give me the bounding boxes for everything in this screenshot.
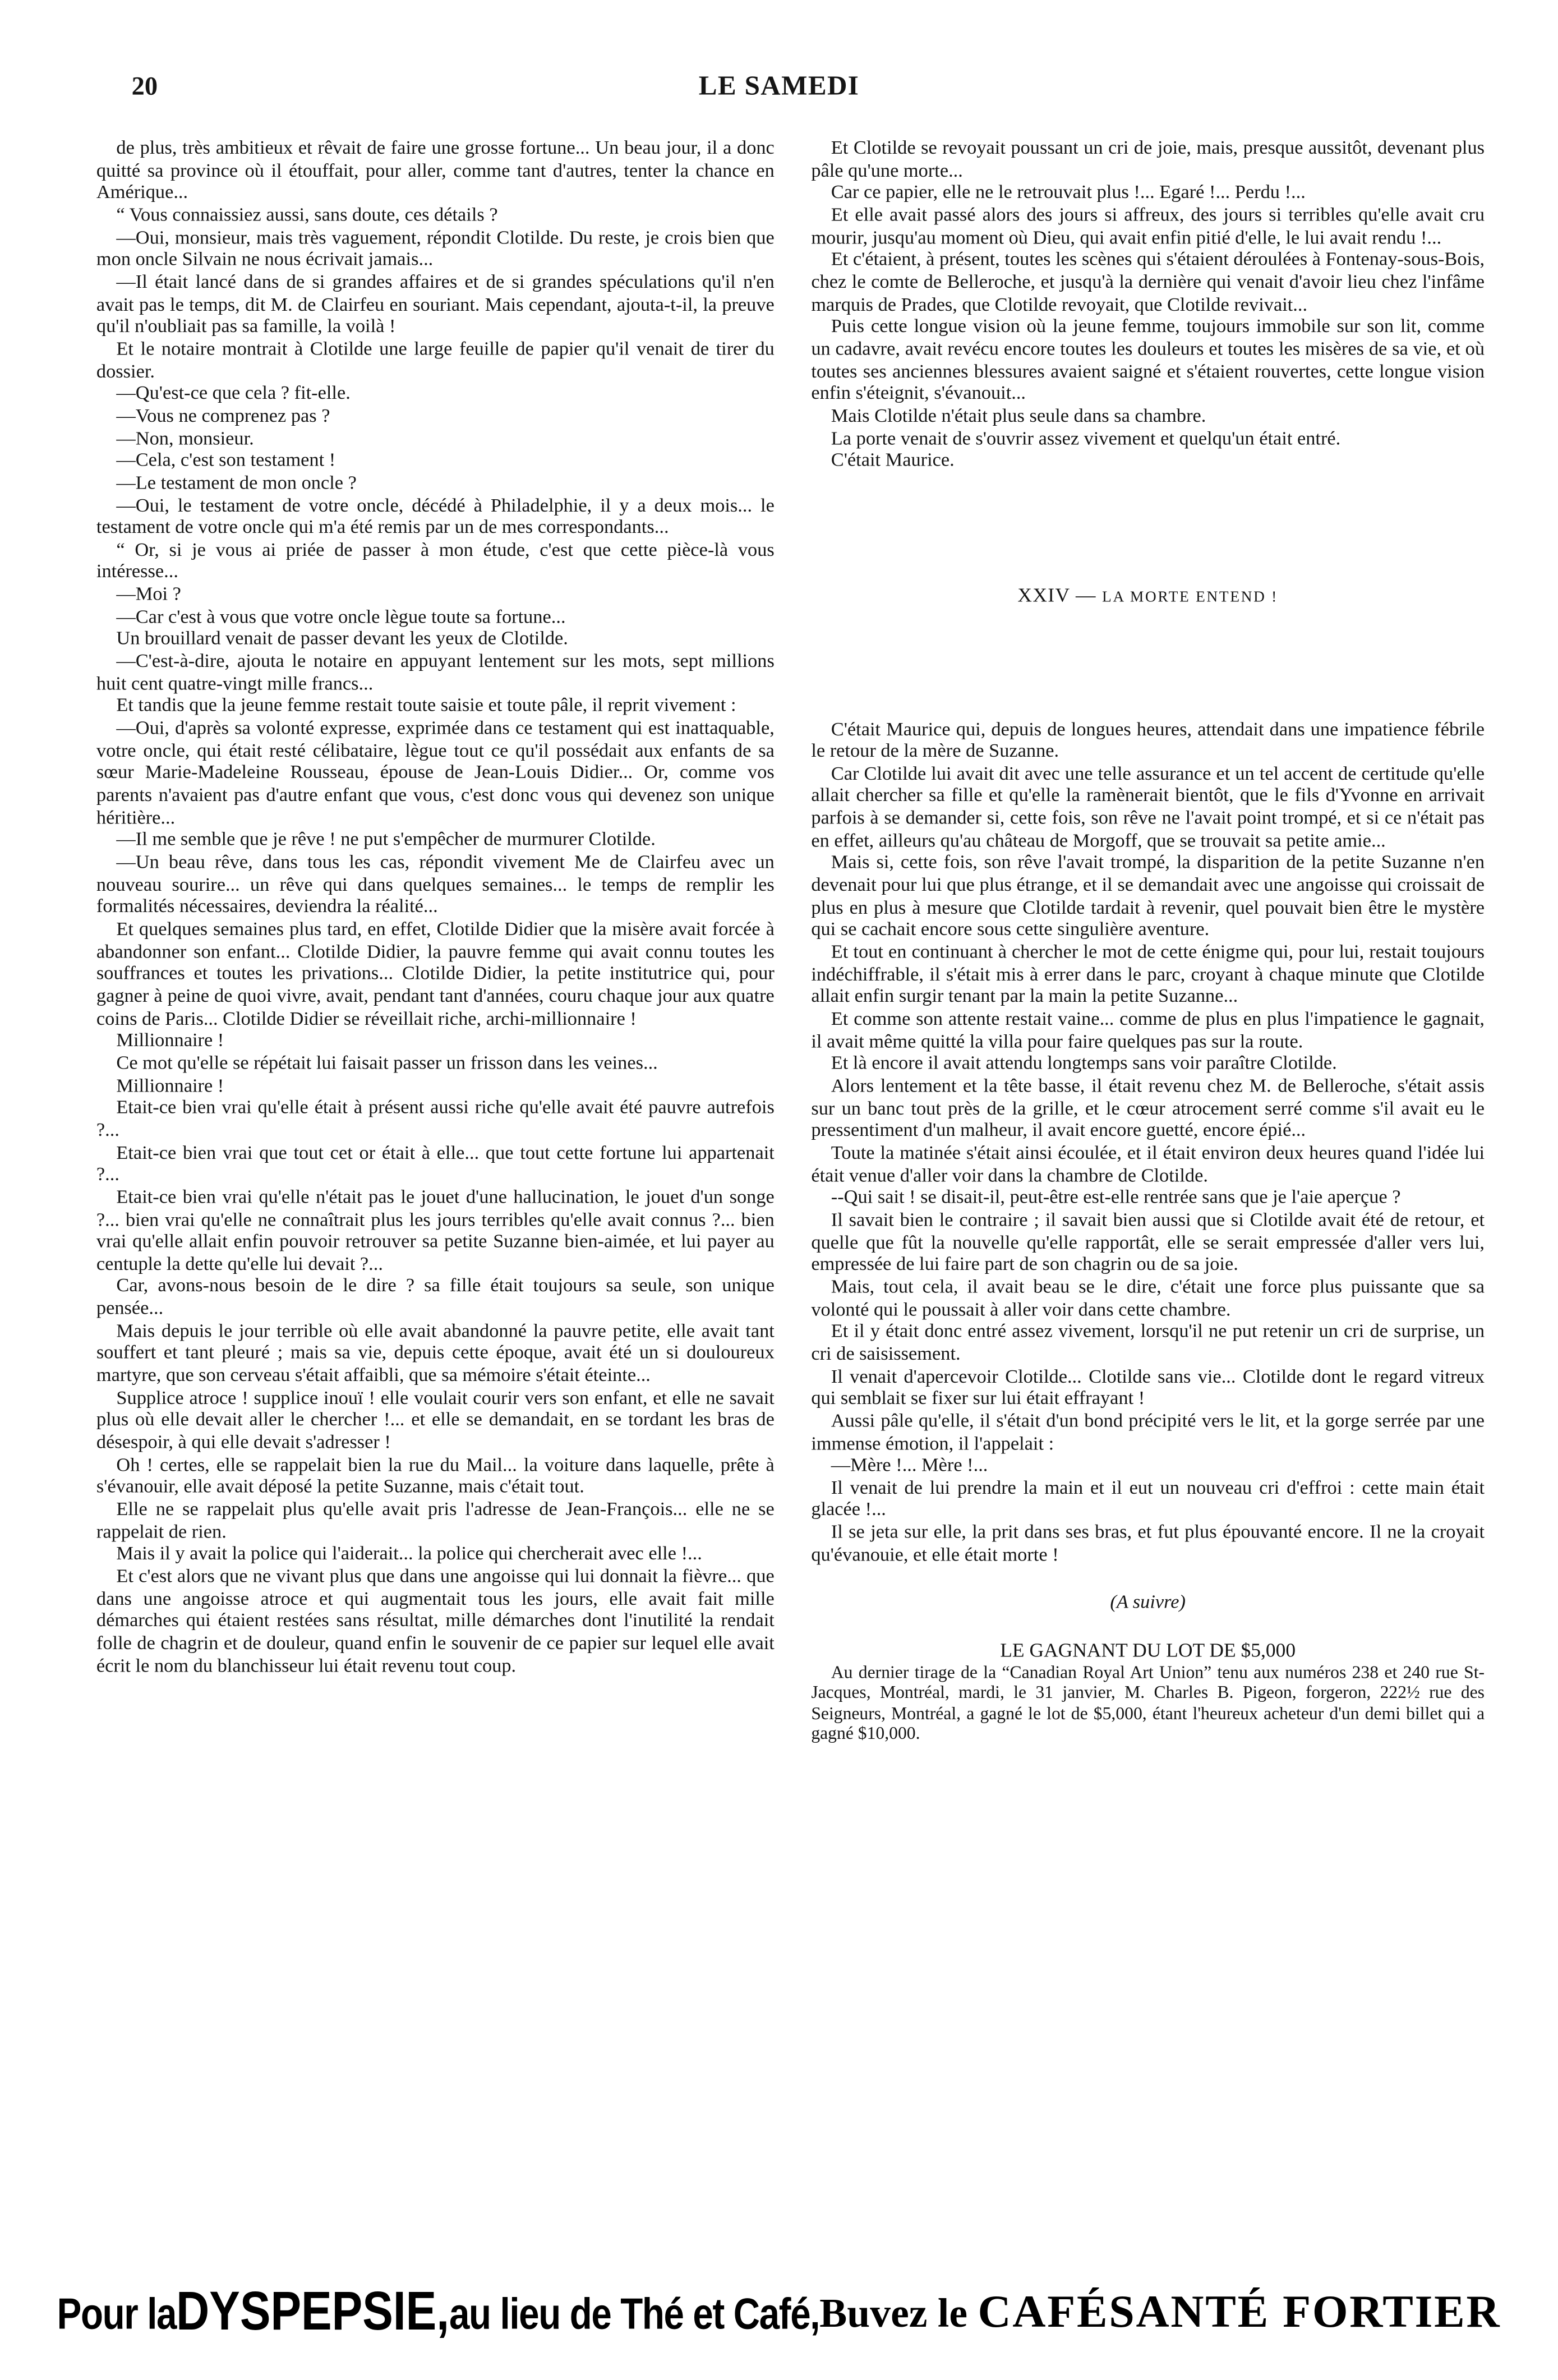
banner-text-4: Buvez le [819,2290,978,2336]
paragraph: Mais si, cette fois, son rêve l'avait trompé, la disparition de la petite Suzanne n'en devenait pour lui que plus étrange, et il se demandait avec une angoisse qui croissait de plus en plus à mesure que Clotilde tardait à revenir, quel pouvait bien être le mystère qui se cachait encore sous cette singulière aventure. [811,851,1485,941]
paragraph: —Le testament de mon oncle ? [116,472,357,494]
paragraph: —Cela, c'est son testament ! [116,449,336,471]
paragraph: —Mère !... Mère !... [831,1454,988,1476]
paragraph: —Un beau rêve, dans tous les cas, répondit vivement Me de Clairfeu avec un nouveau sourire... un rêve qui dans quelques semaines... le temps de remplir les formalités nécessaires, deviendra la réalité... [96,851,775,918]
left-column [96,137,775,1677]
paragraph: Il savait bien le contraire ; il savait bien aussi que si Clotilde avait été de retour, et quelle que fût la nouvelle qu'elle rapportât, elle se serait empressée d'aller vers lui, empressée de lui faire part de son chagrin ou de sa joie. [811,1209,1485,1275]
paragraph: Car, avons-nous besoin de le dire ? sa fille était toujours sa seule, son unique pensée... [96,1275,775,1319]
banner-text-3: au lieu de Thé et Café, [449,2290,820,2340]
paragraph: —Oui, d'après sa volonté expresse, exprimée dans ce testament qui est inattaquable, votre oncle, qui était resté célibataire, lègue tout ce qu'il possédait aux enfants de sa sœur Marie-Madeleine Rousseau, épouse de Jean-Louis Didier... Or, comme vos parents n'avaient pas d'autre enfant que vous, c'est donc vous qui devenez son unique héritière... [96,717,775,828]
advertisement-banner [0,2282,1558,2342]
chapter-title: LA MORTE ENTEND ! [1102,589,1278,606]
paragraph: Et c'est alors que ne vivant plus que dans une angoisse qui lui donnait la fièvre... que dans une angoisse atroce et qui augmentait tous les jours, elle avait fait mille démarches qui étaient restées sans résultat, mille démarches dont l'inutilité la rendait folle de chagrin et de douleur, quand enfin le souvenir de ce papier sur lequel elle avait écrit le nom du blanchisseur lui était revenu tout coup. [96,1565,775,1676]
paragraph: Et c'étaient, à présent, toutes les scènes qui s'étaient déroulées à Fontenay-sous-Bois, chez le comte de Belleroche, et jusqu'à la dernière qui venait d'avoir lieu chez l'infâme marquis de Prades, que Clotilde revoyait, que Clotilde revivait... [811,248,1485,315]
paragraph: Et Clotilde se revoyait poussant un cri de joie, mais, presque aussitôt, devenant plus pâle qu'une morte... [811,137,1485,181]
a-suivre: (A suivre) [1110,1591,1186,1613]
paragraph: Car ce papier, elle ne le retrouvait plus !... Egaré !... Perdu !... [831,181,1306,203]
right-column [811,137,1485,1744]
paragraph: Millionnaire ! [116,1074,224,1096]
paragraph: —Non, monsieur. [116,427,254,449]
paragraph: Supplice atroce ! supplice inouï ! elle voulait courir vers son enfant, et elle ne savait plus où elle devait aller le chercher !... et elle se demandait, en se tordant les bras de désespoir, à qui elle devait s'adresser ! [96,1387,775,1453]
newspaper-title: LE SAMEDI [698,70,860,101]
paragraph: Et quelques semaines plus tard, en effet, Clotilde Didier que la misère avait forcée à abandonner son enfant... Clotilde Didier, la pauvre femme qui avait connu toutes les souffrances et toutes les privations... Clotilde Didier, la petite institutrice qui, pour gagner à peine de quoi vivre, avait, pendant tant d'années, couru chaque jour aux quatre coins de Paris... Clotilde Didier se réveillait riche, archi-millionnaire ! [96,918,775,1029]
paragraph: Toute la matinée s'était ainsi écoulée, et il était environ deux heures quand l'idée lui était venue d'aller voir dans la chambre de Clotilde. [811,1141,1485,1186]
paragraph: Ce mot qu'elle se répétait lui faisait passer un frisson dans les veines... [116,1052,658,1074]
paragraph: Et tout en continuant à chercher le mot de cette énigme qui, pour lui, restait toujours indéchiffrable, il s'était mis à errer dans le parc, croyant à chaque minute que Clotilde allait enfin surgir tenant par la main la petite Suzanne... [811,941,1485,1007]
lot-title: LE GAGNANT DU LOT DE $5,000 [1000,1638,1296,1661]
banner-text-2: DYSPEPSIE, [176,2282,449,2342]
paragraph: Mais Clotilde n'était plus seule dans sa chambre. [831,404,1206,426]
paragraph: Etait-ce bien vrai qu'elle n'était pas le jouet d'une hallucination, le jouet d'un songe ?... bien vrai qu'elle ne connaîtrait plus les jours terribles qu'elle avait connus ?... bien vrai qu'elle allait enfin pouvoir retrouver sa petite Suzanne bien-aimée, et lui payer au centuple la dette qu'elle lui devait ?... [96,1186,775,1274]
paragraph: Aussi pâle qu'elle, il s'était d'un bond précipité vers le lit, et la gorge serrée par une immense émotion, il l'appelait : [811,1410,1485,1454]
paragraph: —C'est-à-dire, ajouta le notaire en appuyant lentement sur les mots, sept millions huit cent quatre-vingt mille francs... [96,650,775,694]
paragraph: C'était Maurice. [831,449,955,471]
paragraph: Millionnaire ! [116,1029,224,1051]
paragraph: “ Or, si je vous ai priée de passer à mon étude, c'est que cette pièce-là vous intéresse... [96,538,775,583]
paragraph: La porte venait de s'ouvrir assez vivement et quelqu'un était entré. [831,427,1341,449]
banner-text-5: CAFÉSANTÉ FORTIER [978,2287,1501,2337]
paragraph: Un brouillard venait de passer devant les yeux de Clotilde. [116,628,568,650]
paragraph: —Il était lancé dans de si grandes affaires et de si grandes spéculations qu'il n'en avait pas le temps, dit M. de Clairfeu en souriant. Mais cependant, ajouta-t-il, la preuve qu'il n'oubliait pas sa famille, la voilà ! [96,271,775,337]
chapter-heading [811,584,1485,610]
paragraph: —Oui, le testament de votre oncle, décédé à Philadelphie, il y a deux mois... le testament de votre oncle qui m'a été remis par un de mes correspondants... [96,494,775,538]
paragraph: Il venait de lui prendre la main et il eut un nouveau cri d'effroi : cette main était glacée !... [811,1476,1485,1521]
paragraph: —Qu'est-ce que cela ? fit-elle. [116,382,351,404]
paragraph: Et là encore il avait attendu longtemps sans voir paraître Clotilde. [831,1052,1337,1074]
banner-text-1: Pour la [57,2290,177,2340]
paragraph: Car Clotilde lui avait dit avec une telle assurance et un tel accent de certitude qu'elle allait chercher sa fille et qu'elle la ramènerait bientôt, que le fils d'Yvonne en arrivait parfois à se demander si, cette fois, son rêve ne l'avait point trompé, et si ce n'était pas en effet, ailleurs qu'au château de Morgoff, que se trouvait sa petite amie... [811,762,1485,851]
paragraph: —Car c'est à vous que votre oncle lègue toute sa fortune... [116,605,566,627]
paragraph: Et comme son attente restait vaine... comme de plus en plus l'impatience le gagnait, il avait même quitté la villa pour faire quelques pas sur la route. [811,1008,1485,1052]
chapter-number: XXIV — [1017,583,1103,606]
right-column-top-text [811,137,1485,472]
lot-body: Au dernier tirage de la “Canadian Royal Art Union” tenu aux numéros 238 et 240 rue St-Jacques, Montréal, mardi, le 31 janvier, M. Charles B. Pigeon, forgeron, 222½ rue des Seigneurs, Montréal, a gagné le lot de $5,000, étant l'heureux acheteur d'un demi billet qui a gagné $10,000. [811,1662,1485,1744]
page-number: 20 [131,71,158,101]
paragraph: —Vous ne comprenez pas ? [116,404,330,426]
paragraph: —Oui, monsieur, mais très vaguement, répondit Clotilde. Du reste, je crois bien que mon oncle Silvain ne nous écrivait jamais... [96,226,775,270]
paragraph: Et il y était donc entré assez vivement, lorsqu'il ne put retenir un cri de surprise, un cri de saisissement. [811,1320,1485,1364]
paragraph: Et tandis que la jeune femme restait toute saisie et toute pâle, il reprit vivement : [116,694,736,716]
paragraph: de plus, très ambitieux et rêvait de faire une grosse fortune... Un beau jour, il a donc quitté sa province où il étouffait, pour aller, comme tant d'autres, tenter la chance en Amérique... [96,137,775,203]
right-column-bottom-text [811,718,1485,1566]
paragraph: Puis cette longue vision où la jeune femme, toujours immobile sur son lit, comme un cadavre, avait revécu encore toutes les douleurs et toutes les misères de sa vie, et où toutes ses anciennes blessures avaient saigné et s'étaient rouvertes, cette longue vision enfin s'éteignit, s'évanouit... [811,315,1485,404]
paragraph: —Moi ? [116,583,181,605]
paragraph: Mais il y avait la police qui l'aiderait... la police qui chercherait avec elle !... [116,1543,702,1564]
paragraph: Etait-ce bien vrai que tout cet or était à elle... que tout cette fortune lui appartenait ?... [96,1141,775,1185]
paragraph: Mais depuis le jour terrible où elle avait abandonné la pauvre petite, elle avait tant souffert et tant pleuré ; mais sa vie, depuis cette époque, avait été un si douloureux martyre, que son cerveau s'était affaibli, que sa mémoire s'était éteinte... [96,1319,775,1386]
paragraph: C'était Maurice qui, depuis de longues heures, attendait dans une impatience fébrile le retour de la mère de Suzanne. [811,717,1485,762]
paragraph: Elle ne se rappelait plus qu'elle avait pris l'adresse de Jean-François... elle ne se rappelait de rien. [96,1498,775,1543]
paragraph: Alors lentement et la tête basse, il était revenu chez M. de Belleroche, s'était assis sur un banc tout près de la grille, et le cœur atrocement serré comme s'il avait eu le pressentiment d'un malheur, il avait encore guetté, encore épié... [811,1075,1485,1141]
paragraph: —Il me semble que je rêve ! ne put s'empêcher de murmurer Clotilde. [116,828,656,850]
paragraph: Oh ! certes, elle se rappelait bien la rue du Mail... la voiture dans laquelle, prête à s'évanouir, elle avait déposé la petite Suzanne, mais c'était tout. [96,1453,775,1498]
paragraph: Et elle avait passé alors des jours si affreux, des jours si terribles qu'elle avait cru mourir, jusqu'au moment où Dieu, qui avait enfin pitié d'elle, le lui avait rendu !... [811,204,1485,248]
paragraph: “ Vous connaissiez aussi, sans doute, ces détails ? [116,204,498,225]
paragraph: Il venait d'apercevoir Clotilde... Clotilde sans vie... Clotilde dont le regard vitreux qui semblait se fixer sur lui était effrayant ! [811,1365,1485,1409]
paragraph: Etait-ce bien vrai qu'elle était à présent aussi riche qu'elle avait été pauvre autrefois ?... [96,1097,775,1140]
paragraph: --Qui sait ! se disait-il, peut-être est-elle rentrée sans que je l'aie aperçue ? [831,1186,1401,1208]
paragraph: Mais, tout cela, il avait beau se le dire, c'était une force plus puissante que sa volonté qui le poussait à aller voir dans cette chambre. [811,1276,1485,1320]
paragraph: Et le notaire montrait à Clotilde une large feuille de papier qu'il venait de tirer du dossier. [96,338,775,382]
paragraph: Il se jeta sur elle, la prit dans ses bras, et fut plus épouvanté encore. Il ne la croyait qu'évanouie, et elle était morte ! [811,1521,1485,1566]
